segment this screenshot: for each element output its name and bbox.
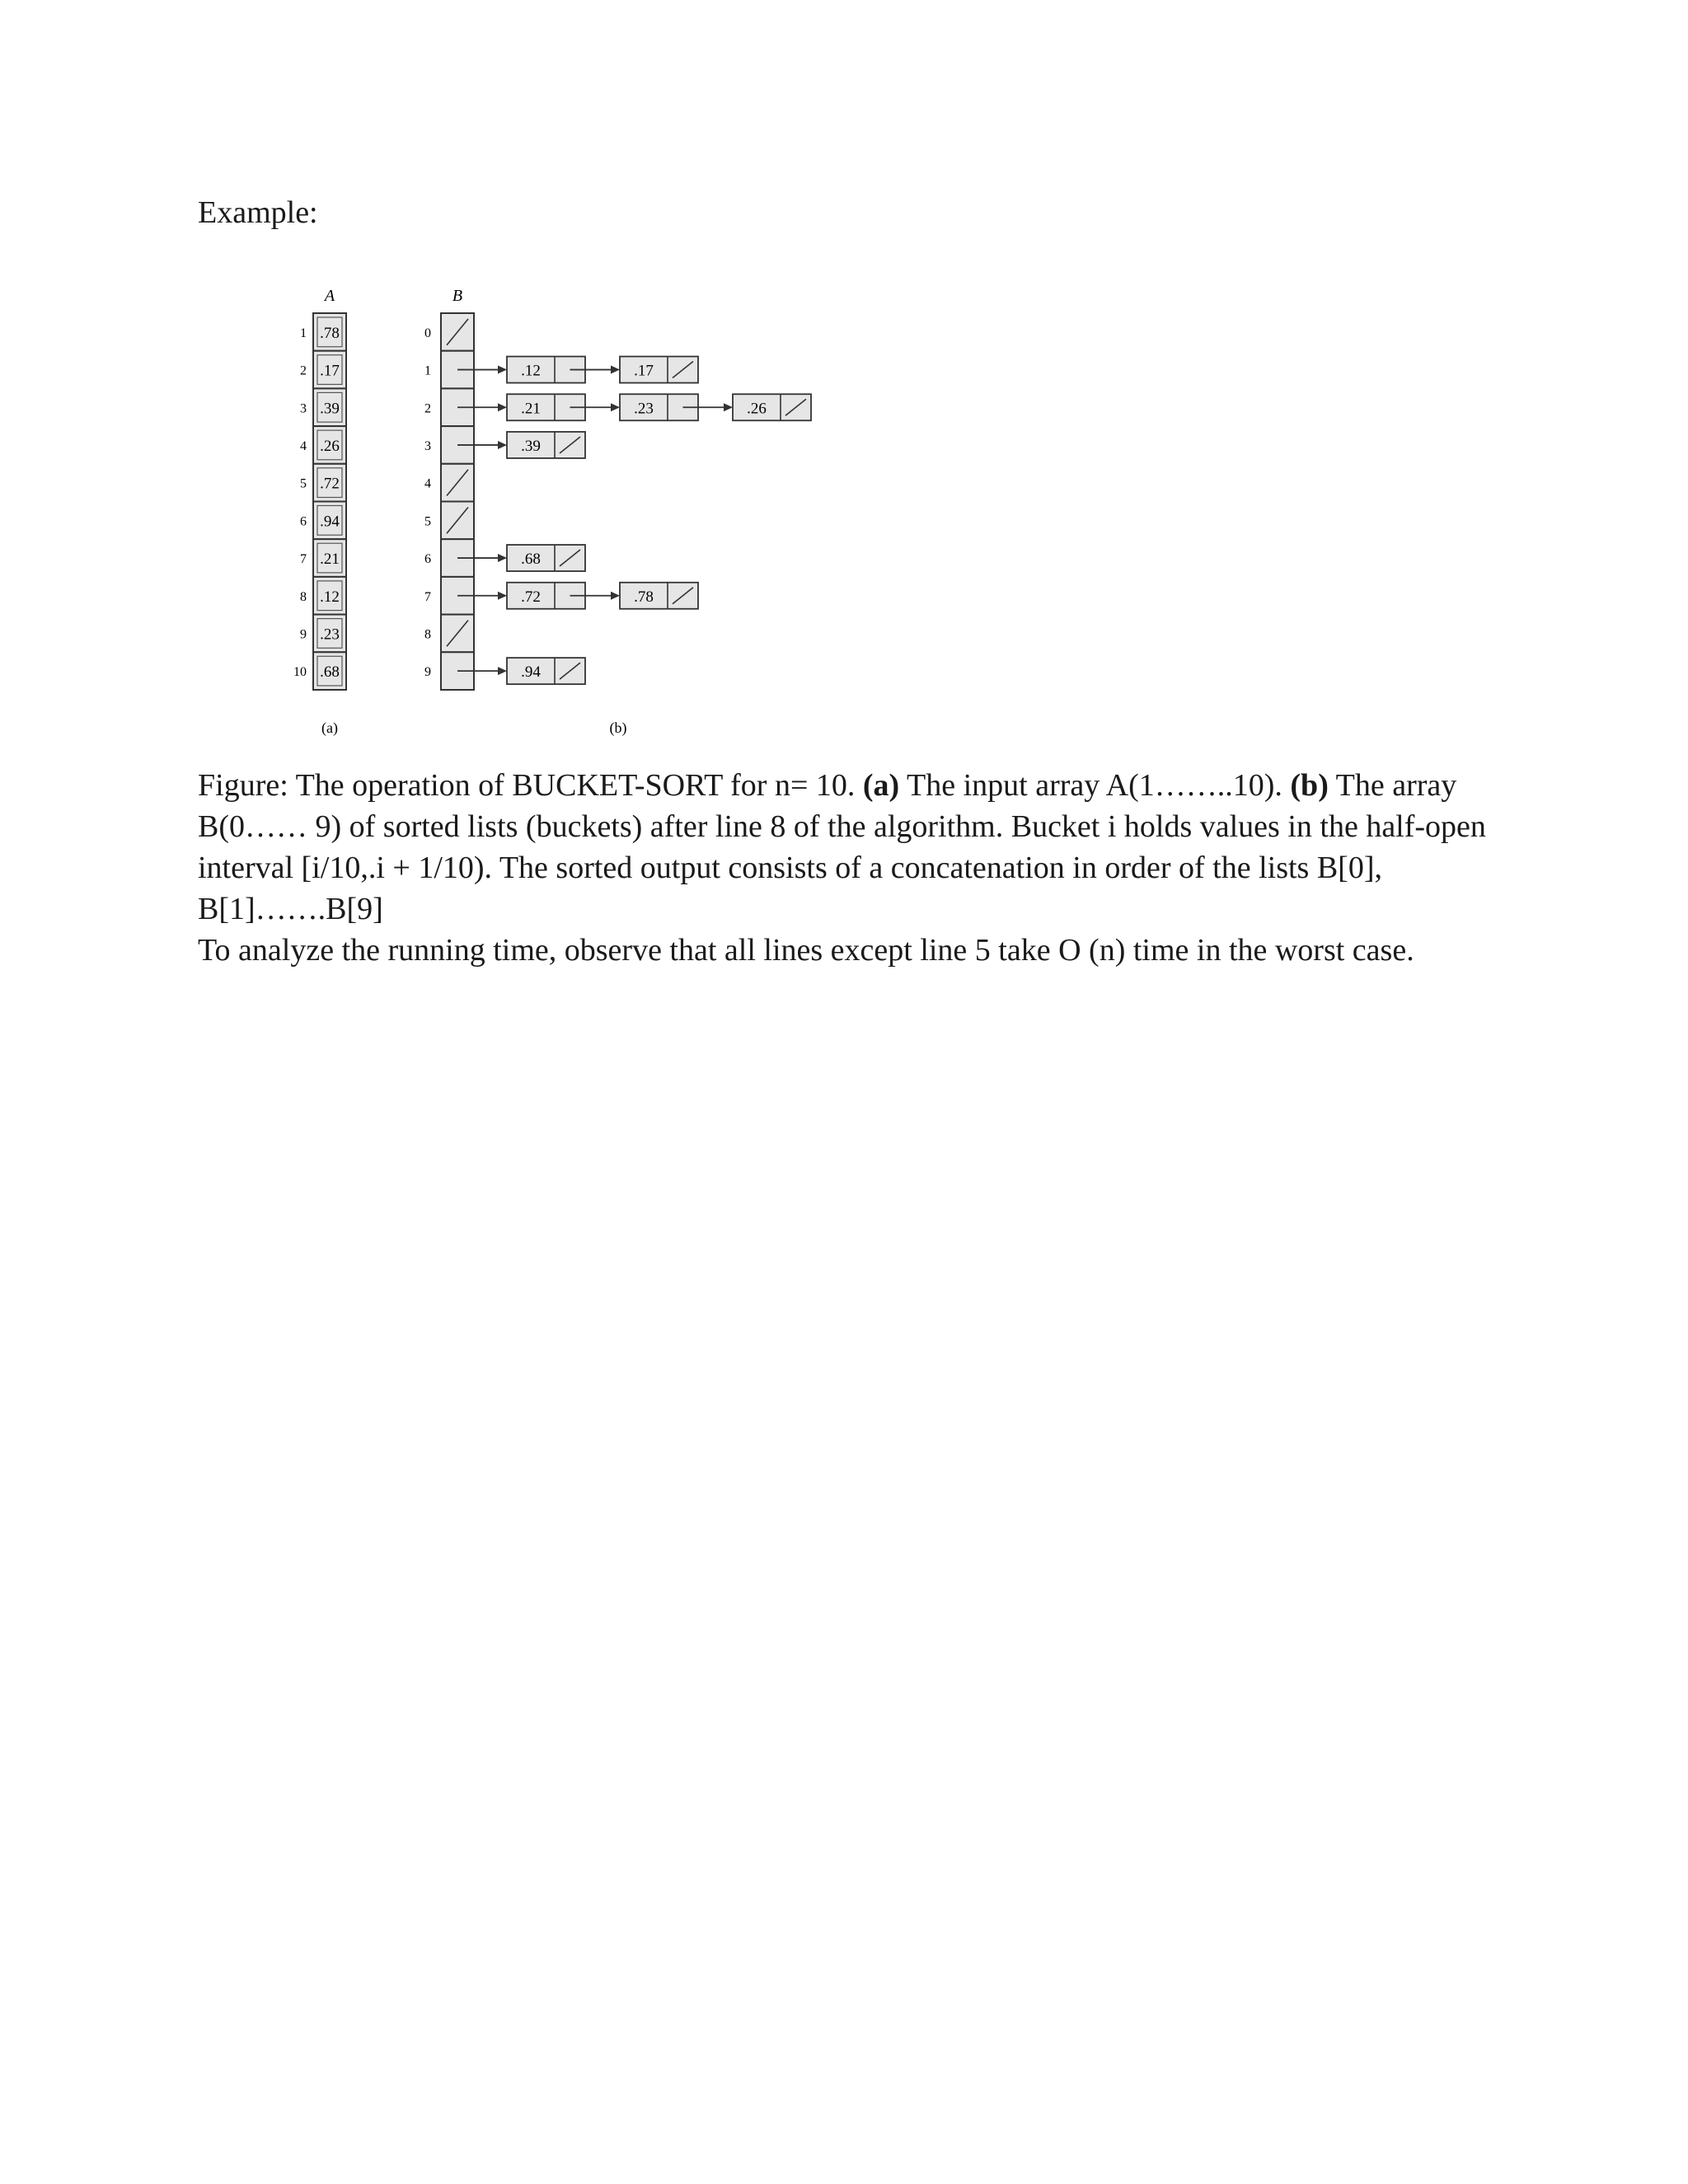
list-node-value: .78 <box>634 588 654 606</box>
pointer-arrowhead <box>498 592 507 600</box>
array-a-value: .39 <box>320 400 340 418</box>
array-a-index: 4 <box>300 438 307 453</box>
figure-b-sublabel: (b) <box>609 719 627 736</box>
pointer-arrowhead <box>498 667 507 675</box>
list-node-value: .17 <box>634 362 654 380</box>
array-b-index: 9 <box>424 665 431 680</box>
array-a-value: .72 <box>320 475 340 493</box>
array-a-index: 7 <box>300 552 307 567</box>
array-b-index: 2 <box>424 401 431 416</box>
figure-a-sublabel: (a) <box>321 719 338 736</box>
array-a-value: .17 <box>320 362 340 380</box>
array-a-index: 2 <box>300 363 307 378</box>
pointer-arrowhead <box>498 441 507 449</box>
caption-text-1: Figure: The operation of BUCKET-SORT for n= 10. <box>198 768 863 803</box>
list-node <box>507 658 585 684</box>
array-a-value: .26 <box>320 437 340 455</box>
example-heading: Example: <box>198 195 318 230</box>
list-node-value: .68 <box>521 551 541 569</box>
list-node-value: .21 <box>521 400 541 418</box>
array-b-index: 1 <box>424 363 431 378</box>
array-b-index: 0 <box>424 326 431 340</box>
array-a-value: .68 <box>320 663 340 682</box>
list-node <box>733 394 811 420</box>
array-a-value: .12 <box>320 588 340 606</box>
list-node-value: .26 <box>747 400 767 418</box>
array-a-value: .21 <box>320 551 340 569</box>
running-time-paragraph: To analyze the running time, observe that all lines except line 5 take O (n) time in the worst case. <box>198 933 1414 968</box>
next-arrowhead <box>611 366 620 374</box>
array-a-index: 8 <box>300 589 307 604</box>
caption-text-2: The input array A(1……..10). <box>899 768 1291 803</box>
caption-part-b: (b) <box>1290 768 1329 803</box>
array-a-index: 6 <box>300 514 307 529</box>
array-b-label: B <box>452 287 463 305</box>
caption-part-a: (a) <box>862 768 900 803</box>
figure-caption <box>198 765 1525 930</box>
list-node-value: .12 <box>521 362 541 380</box>
array-b-index: 4 <box>424 476 431 491</box>
array-a-value: .78 <box>320 324 340 342</box>
pointer-arrowhead <box>498 366 507 374</box>
bucket-sort-figure <box>264 276 857 754</box>
array-a-value: .23 <box>320 626 340 644</box>
array-a-index: 1 <box>300 326 307 340</box>
list-node <box>620 583 698 609</box>
array-b-index: 7 <box>424 589 431 604</box>
list-node <box>507 545 585 571</box>
array-a-label: A <box>324 287 335 305</box>
list-node-value: .39 <box>521 437 541 455</box>
list-node-value: .72 <box>521 588 541 606</box>
array-a-index: 5 <box>300 476 307 491</box>
next-arrowhead <box>611 403 620 411</box>
array-b-index: 8 <box>424 627 431 642</box>
list-node-value: .23 <box>634 400 654 418</box>
bucket-sort-diagram <box>264 276 857 754</box>
array-a-index: 9 <box>300 627 307 642</box>
list-node-value: .94 <box>521 663 541 682</box>
caption-text-3: The array B(0…… 9) of sorted lists (buckets) after line 8 of the algorithm. Bucket i holds values in the half-open interval [i/10,.i + 1/10). The sorted output consists of a concatenation in order of the lists B[0], B[1]…….B[9] <box>198 768 1486 926</box>
array-b-index: 5 <box>424 514 431 529</box>
array-a-index: 10 <box>293 665 307 680</box>
array-b-index: 3 <box>424 438 431 453</box>
array-a-value: .94 <box>320 513 340 531</box>
pointer-arrowhead <box>498 554 507 562</box>
array-a-index: 3 <box>300 401 307 416</box>
list-node <box>507 432 585 458</box>
next-arrowhead <box>724 403 733 411</box>
next-arrowhead <box>611 592 620 600</box>
array-b-index: 6 <box>424 552 431 567</box>
list-node <box>620 357 698 383</box>
pointer-arrowhead <box>498 403 507 411</box>
